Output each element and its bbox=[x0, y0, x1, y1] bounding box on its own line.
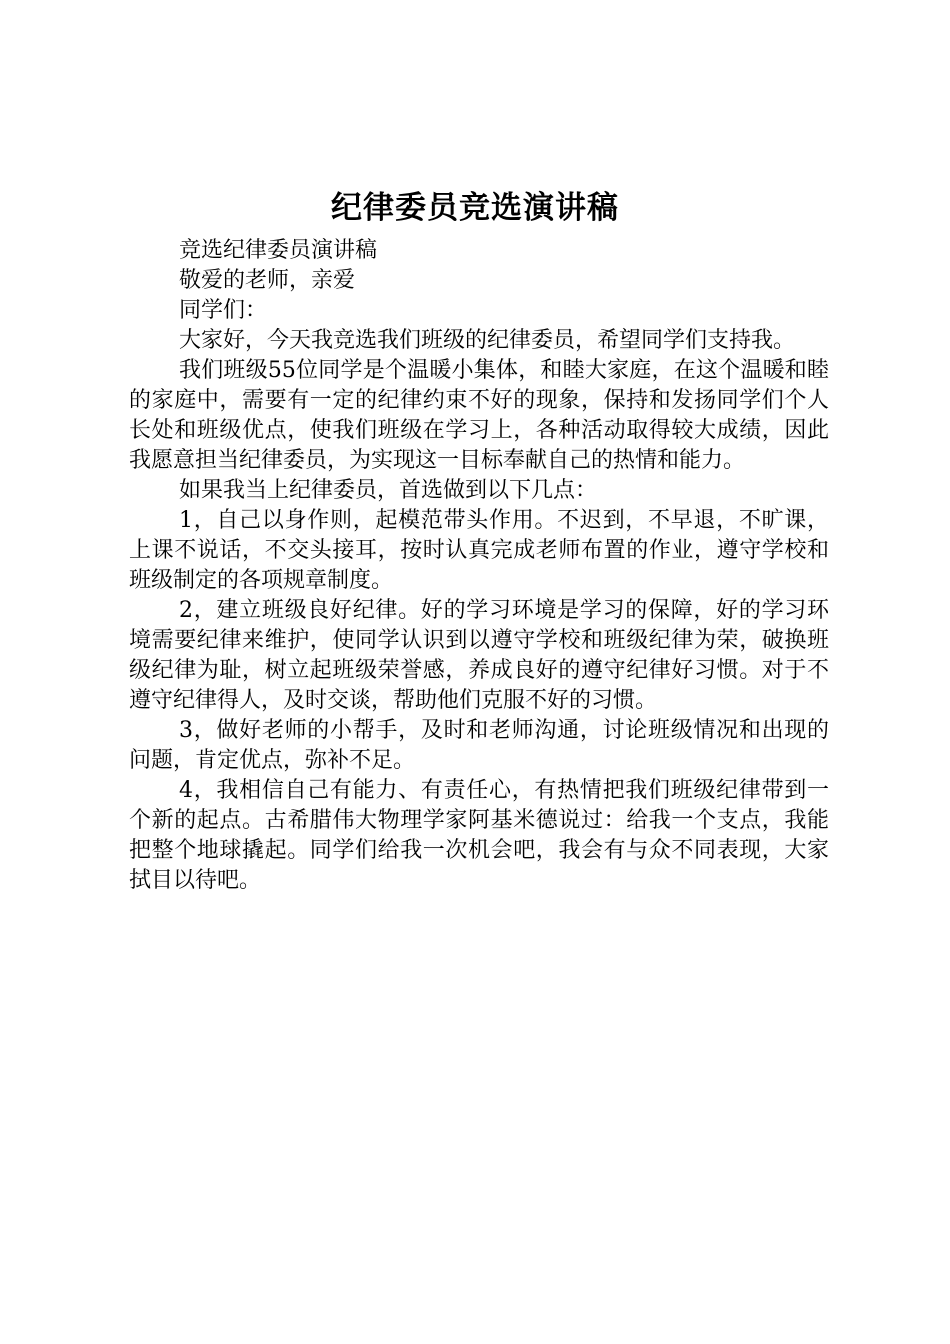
document-body bbox=[129, 236, 829, 896]
paragraph: 我们班级55位同学是个温暖小集体，和睦大家庭，在这个温暖和睦的家庭中，需要有一定的纪律约束不好的现象，保持和发扬同学们个人长处和班级优点，使我们班级在学习上，各种活动取得较大成绩，因此我愿意担当纪律委员，为实现这一目标奉献自己的热情和能力。 bbox=[129, 358, 829, 473]
paragraph: 敬爱的老师，亲爱 bbox=[179, 268, 356, 293]
paragraph: 同学们： bbox=[179, 298, 268, 323]
paragraph: 3，做好老师的小帮手，及时和老师沟通，讨论班级情况和出现的问题，肯定优点，弥补不足。 bbox=[129, 718, 829, 773]
paragraph: 1，自己以身作则，起模范带头作用。不迟到，不早退，不旷课，上课不说话，不交头接耳，按时认真完成老师布置的作业，遵守学校和班级制定的各项规章制度。 bbox=[129, 508, 829, 593]
paragraph: 4，我相信自己有能力、有责任心，有热情把我们班级纪律带到一个新的起点。古希腊伟大物理学家阿基米德说过：给我一个支点，我能把整个地球撬起。同学们给我一次机会吧，我会有与众不同表现，大家拭目以待吧。 bbox=[129, 778, 829, 893]
paragraph: 大家好，今天我竞选我们班级的纪律委员，希望同学们支持我。 bbox=[179, 328, 796, 353]
paragraph: 如果我当上纪律委员，首选做到以下几点： bbox=[179, 478, 598, 503]
paragraph: 竞选纪律委员演讲稿 bbox=[179, 238, 378, 263]
paragraph: 2，建立班级良好纪律。好的学习环境是学习的保障，好的学习环境需要纪律来维护，使同学认识到以遵守学校和班级纪律为荣，破换班级纪律为耻，树立起班级荣誉感，养成良好的遵守纪律好习惯。对于不遵守纪律得人，及时交谈，帮助他们克服不好的习惯。 bbox=[129, 598, 829, 713]
document-title: 纪律委员竞选演讲稿 bbox=[331, 190, 619, 226]
